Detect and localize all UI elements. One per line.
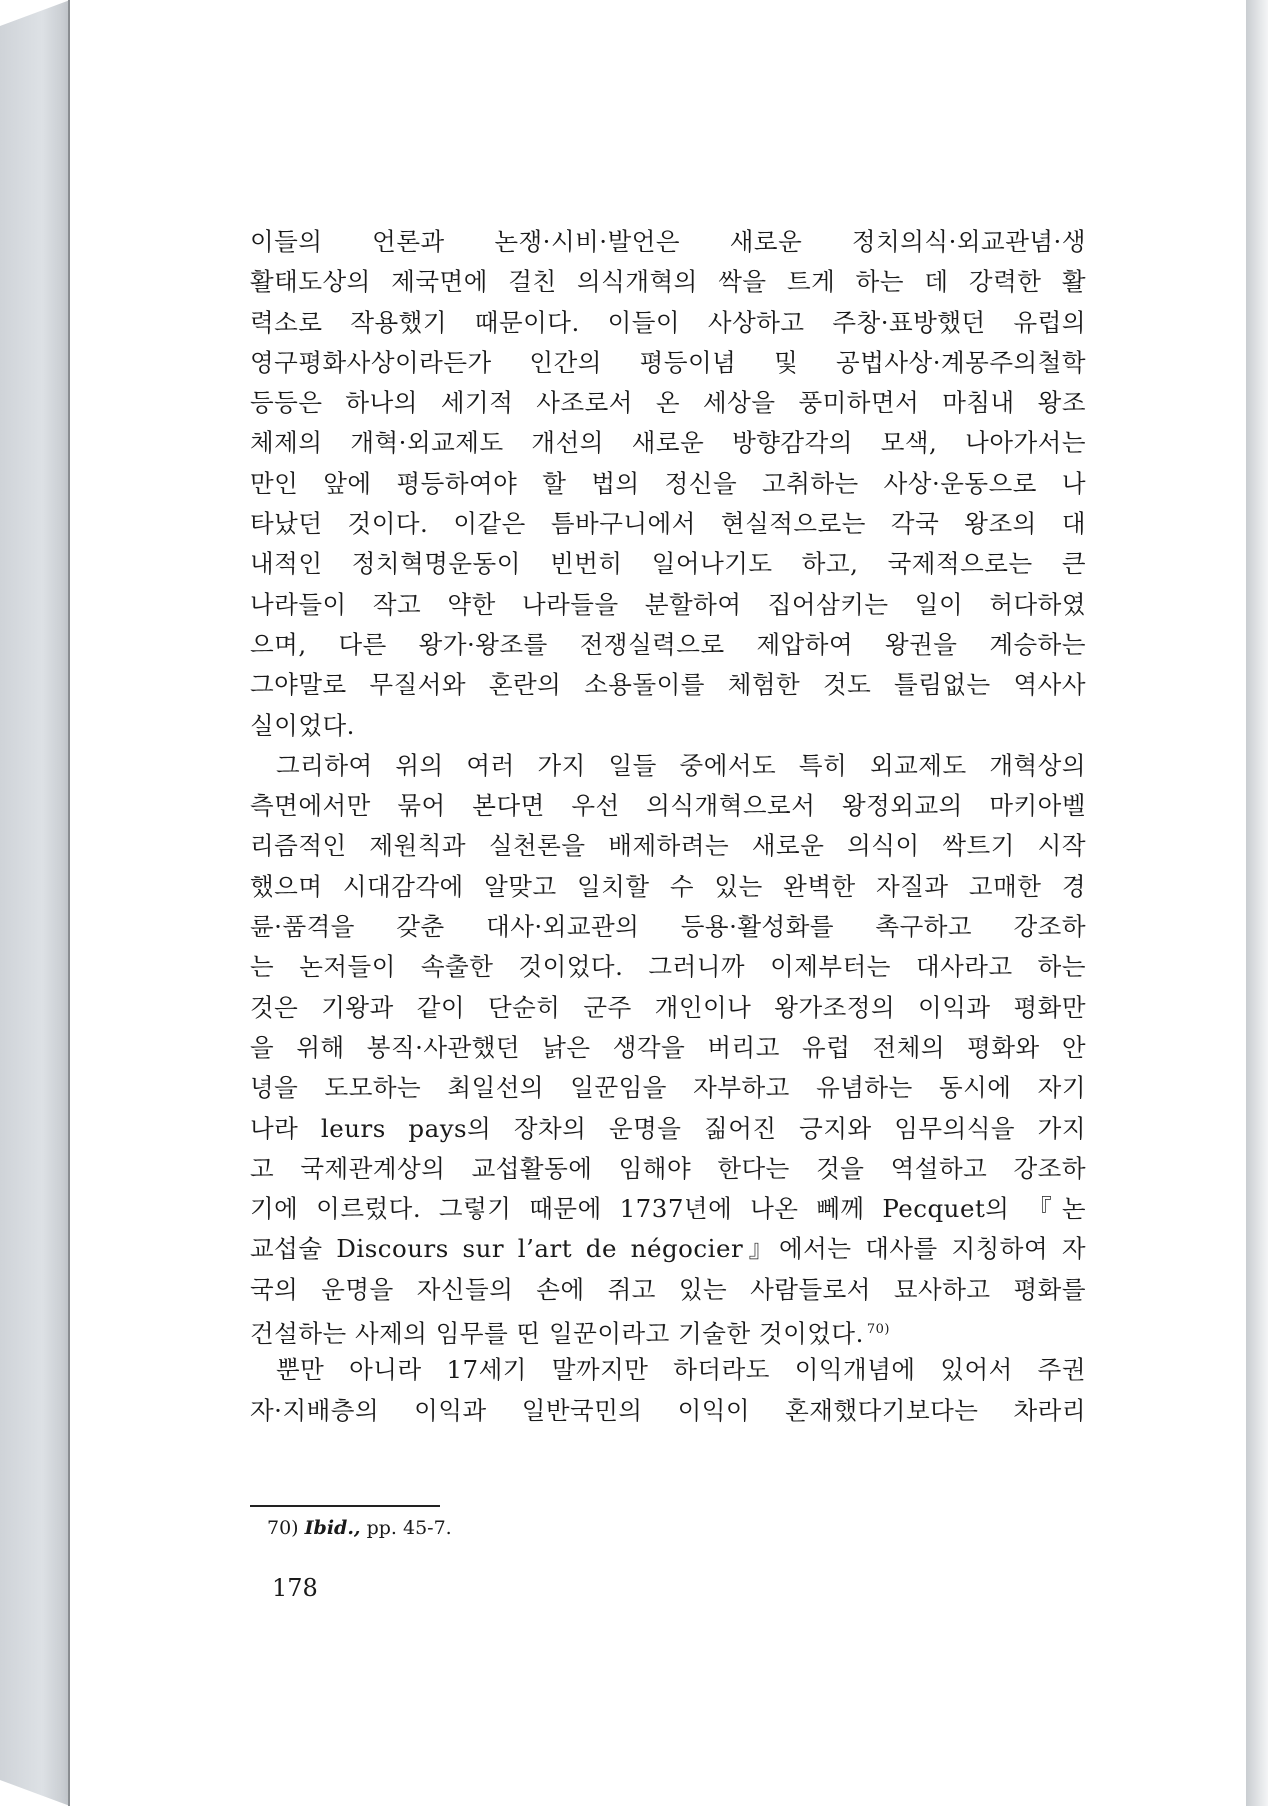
text-line: 고 국제관계상의 교섭활동에 임해야 한다는 것을 역설하고 강조하 [250, 1153, 1086, 1183]
text-line: 을 위해 봉직·사관했던 낡은 생각을 버리고 유럽 전체의 평화와 안 [250, 1032, 1086, 1062]
footnote-number: 70) [267, 1517, 299, 1539]
text-line: 자·지배층의 이익과 일반국민의 이익이 혼재했다기보다는 차라리 [250, 1395, 1086, 1425]
text-line-with-footnote-ref [250, 1310, 1086, 1350]
text-line: 실이었다. [250, 710, 355, 740]
footnote-source: Ibid., [304, 1517, 361, 1539]
text-line: 력소로 작용했기 때문이다. 이들이 사상하고 주창·표방했던 유럽의 [250, 307, 1086, 337]
text-line: 타났던 것이다. 이같은 틈바구니에서 현실적으로는 각국 왕조의 대 [250, 509, 1086, 539]
text-line: 으며, 다른 왕가·왕조를 전쟁실력으로 제압하여 왕권을 계승하는 [250, 629, 1086, 659]
text-line: 내적인 정치혁명운동이 빈번히 일어나기도 하고, 국제적으로는 큰 [250, 549, 1086, 579]
footnote [267, 1517, 452, 1539]
text-line: 건설하는 사제의 임무를 띤 일꾼이라고 기술한 것이었다. [250, 1319, 864, 1349]
text-line: 는 논저들이 속출한 것이었다. 그러니까 이제부터는 대사라고 하는 [250, 952, 1086, 982]
text-line: 나라 leurs pays의 장차의 운명을 짊어진 긍지와 임무의식을 가지 [250, 1113, 1086, 1143]
footnote-divider [250, 1505, 440, 1507]
text-line: 그야말로 무질서와 혼란의 소용돌이를 체험한 것도 틀림없는 역사사 [250, 670, 1086, 700]
text-line: 뿐만 아니라 17세기 말까지만 하더라도 이익개념에 있어서 주권 [276, 1355, 1086, 1385]
text-line: 활태도상의 제국면에 걸친 의식개혁의 싹을 트게 하는 데 강력한 활 [250, 267, 1086, 297]
text-line: 만인 앞에 평등하여야 할 법의 정신을 고취하는 사상·운동으로 나 [250, 468, 1086, 498]
text-line: 그리하여 위의 여러 가지 일들 중에서도 특히 외교제도 개혁상의 [276, 750, 1086, 780]
text-line: 영구평화사상이라든가 인간의 평등이념 및 공법사상·계몽주의철학 [250, 347, 1086, 377]
text-line: 나라들이 작고 약한 나라들을 분할하여 집어삼키는 일이 허다하였 [250, 589, 1086, 619]
text-line: 교섭술 Discours sur l’art de négocier』에서는 대사를 지칭하여 자 [250, 1234, 1086, 1264]
text-line: 기에 이르렀다. 그렇기 때문에 1737년에 나온 뻬께 Pecquet의 『논 [250, 1194, 1086, 1224]
book-spine [0, 0, 70, 1806]
page-edge-shadow [1246, 0, 1268, 1806]
text-line: 녕을 도모하는 최일선의 일꾼임을 자부하고 유념하는 동시에 자기 [250, 1073, 1086, 1103]
text-line: 등등은 하나의 세기적 사조로서 온 세상을 풍미하면서 마침내 왕조 [250, 388, 1086, 418]
text-line: 것은 기왕과 같이 단순히 군주 개인이나 왕가조정의 이익과 평화만 [250, 992, 1086, 1022]
text-line: 이들의 언론과 논쟁·시비·발언은 새로운 정치의식·외교관념·생 [250, 227, 1086, 256]
body-text [250, 222, 1086, 1431]
text-line: 했으며 시대감각에 알맞고 일치할 수 있는 완벽한 자질과 고매한 경 [250, 871, 1086, 901]
text-line: 륜·품격을 갖춘 대사·외교관의 등용·활성화를 촉구하고 강조하 [250, 912, 1086, 942]
text-line: 측면에서만 묶어 본다면 우선 의식개혁으로서 왕정외교의 마키아벨 [250, 791, 1086, 821]
page-number: 178 [272, 1574, 318, 1602]
footnote-reference[interactable]: 70) [866, 1322, 890, 1338]
text-line: 체제의 개혁·외교제도 개선의 새로운 방향감각의 모색, 나아가서는 [250, 428, 1086, 458]
footnote-pages: pp. 45-7. [366, 1517, 452, 1539]
text-line: 국의 운명을 자신들의 손에 쥐고 있는 사람들로서 묘사하고 평화를 [250, 1274, 1086, 1304]
text-line: 리즘적인 제원칙과 실천론을 배제하려는 새로운 의식이 싹트기 시작 [250, 831, 1086, 861]
